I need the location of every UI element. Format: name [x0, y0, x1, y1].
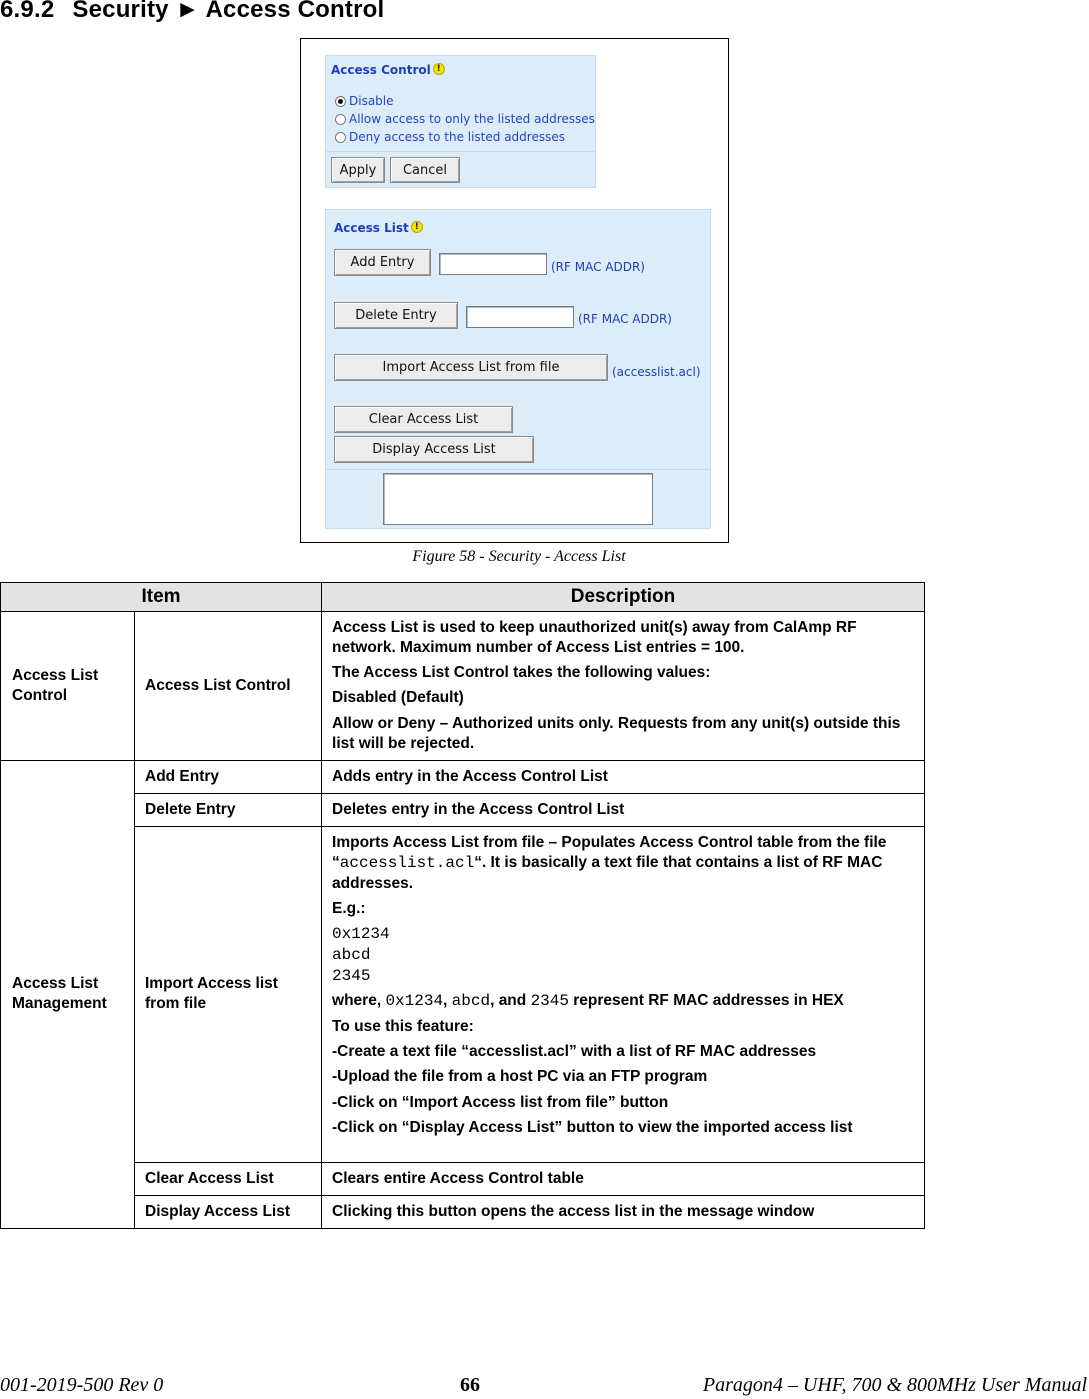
- table-row: [1, 1162, 925, 1195]
- table-header-row: [1, 583, 925, 612]
- access-list-heading: [334, 221, 423, 235]
- radio-allow-label: Allow access to only the listed addresses: [349, 112, 595, 126]
- footer-doc-number: 001-2019-500 Rev 0: [0, 1374, 164, 1396]
- add-entry-button[interactable]: Add Entry: [334, 249, 431, 276]
- example-code-block: [332, 924, 914, 987]
- import-access-list-button[interactable]: Import Access List from file: [334, 354, 608, 381]
- step-line: -Create a text file “accesslist.acl” with a list of RF MAC addresses: [332, 1043, 817, 1061]
- desc-cell-display: Clicking this button opens the access list in the message window: [322, 1195, 925, 1228]
- warning-icon: !: [411, 221, 423, 233]
- figure-frame: [300, 38, 729, 543]
- desc-paragraph: The Access List Control takes the following values:: [332, 664, 711, 682]
- table-row: [1, 612, 925, 761]
- intro-filename: accesslist.acl: [339, 854, 475, 873]
- access-control-panel: [325, 55, 596, 188]
- desc-cell-access-list-control: [322, 612, 925, 761]
- access-list-title: Access List: [334, 221, 409, 235]
- where-code: abcd: [451, 992, 491, 1011]
- delete-entry-hint: (RF MAC ADDR): [578, 312, 672, 326]
- item-cell-clear: Clear Access List: [135, 1162, 322, 1195]
- panel-divider: [326, 469, 710, 470]
- where-text: where,: [332, 992, 386, 1010]
- add-entry-input[interactable]: [439, 253, 547, 275]
- example-address: abcd: [332, 946, 371, 965]
- step-line: -Upload the file from a host PC via an FTP program: [332, 1068, 708, 1086]
- group-cell-access-list-control: Access List Control: [1, 612, 135, 761]
- cancel-button[interactable]: Cancel: [390, 157, 460, 183]
- footer-manual-title: Paragon4 – UHF, 700 & 800MHz User Manual: [702, 1374, 1087, 1396]
- access-control-heading: [331, 63, 445, 77]
- delete-entry-input[interactable]: [466, 306, 574, 328]
- where-line: [332, 991, 914, 1012]
- figure-caption: Figure 58 - Security - Access List: [412, 548, 626, 565]
- intro-text: Imports Access List from file – Populates Access Control table from the file “: [332, 834, 887, 872]
- footer-page-number: 66: [460, 1374, 480, 1396]
- intro-text: “. It is basically a text file that contains a list of RF MAC addresses.: [332, 854, 883, 893]
- apply-button[interactable]: Apply: [331, 157, 385, 183]
- access-control-title: Access Control: [331, 63, 431, 77]
- where-code: 2345: [530, 992, 569, 1011]
- example-address: 0x1234: [332, 925, 390, 944]
- radio-allow-button[interactable]: [335, 114, 346, 125]
- where-text: , and: [490, 992, 531, 1010]
- desc-cell-delete-entry: Deletes entry in the Access Control List: [322, 793, 925, 826]
- warning-icon: !: [433, 63, 445, 75]
- desc-paragraph: Disabled (Default): [332, 689, 464, 707]
- radio-disable[interactable]: [335, 94, 394, 108]
- import-intro: [332, 833, 914, 894]
- item-header: Item: [1, 583, 322, 612]
- item-cell-delete-entry: Delete Entry: [135, 793, 322, 826]
- item-cell-import: Import Access list from file: [135, 827, 322, 1163]
- step-line: -Click on “Display Access List” button to view the imported access list: [332, 1118, 853, 1136]
- description-header: Description: [322, 583, 925, 612]
- description-table: [0, 582, 925, 1229]
- table-row: [1, 827, 925, 1163]
- step-line: To use this feature:: [332, 1018, 474, 1036]
- where-code: 0x1234: [385, 992, 444, 1011]
- panel-divider: [326, 151, 595, 152]
- eg-label: E.g.:: [332, 900, 366, 918]
- table-row: [1, 1195, 925, 1228]
- group-cell-access-list-management: Access List Management: [1, 760, 135, 1228]
- clear-access-list-button[interactable]: Clear Access List: [334, 406, 513, 433]
- add-entry-hint: (RF MAC ADDR): [551, 260, 645, 274]
- display-access-list-button[interactable]: Display Access List: [334, 436, 534, 463]
- radio-disable-label: Disable: [349, 94, 394, 108]
- message-window[interactable]: [383, 473, 653, 525]
- section-title: Security ► Access Control: [72, 0, 385, 23]
- table-row: [1, 760, 925, 793]
- desc-paragraph: Access List is used to keep unauthorized unit(s) away from CalAmp RF network. Maximum number of Access List entries = 100.: [332, 619, 857, 657]
- desc-cell-import: [322, 827, 925, 1163]
- import-file-hint: (accesslist.acl): [612, 365, 701, 379]
- delete-entry-button[interactable]: Delete Entry: [334, 302, 458, 329]
- desc-cell-clear: Clears entire Access Control table: [322, 1162, 925, 1195]
- access-list-panel: [325, 209, 711, 529]
- table-row: [1, 793, 925, 826]
- desc-cell-add-entry: Adds entry in the Access Control List: [322, 760, 925, 793]
- section-number: 6.9.2: [0, 0, 55, 23]
- where-text: represent RF MAC addresses in HEX: [568, 992, 844, 1010]
- radio-disable-button[interactable]: [335, 96, 346, 107]
- item-cell-add-entry: Add Entry: [135, 760, 322, 793]
- example-address: 2345: [332, 967, 371, 986]
- radio-deny-listed[interactable]: [335, 130, 565, 144]
- item-cell-access-list-control: Access List Control: [135, 612, 322, 761]
- step-line: -Click on “Import Access list from file” button: [332, 1093, 669, 1111]
- section-heading: [0, 0, 384, 24]
- radio-deny-label: Deny access to the listed addresses: [349, 130, 565, 144]
- desc-paragraph: Allow or Deny – Authorized units only. Requests from any unit(s) outside this list will be rejected.: [332, 714, 901, 752]
- radio-deny-button[interactable]: [335, 132, 346, 143]
- where-text: ,: [443, 992, 452, 1010]
- item-cell-display: Display Access List: [135, 1195, 322, 1228]
- radio-allow-listed[interactable]: [335, 112, 595, 126]
